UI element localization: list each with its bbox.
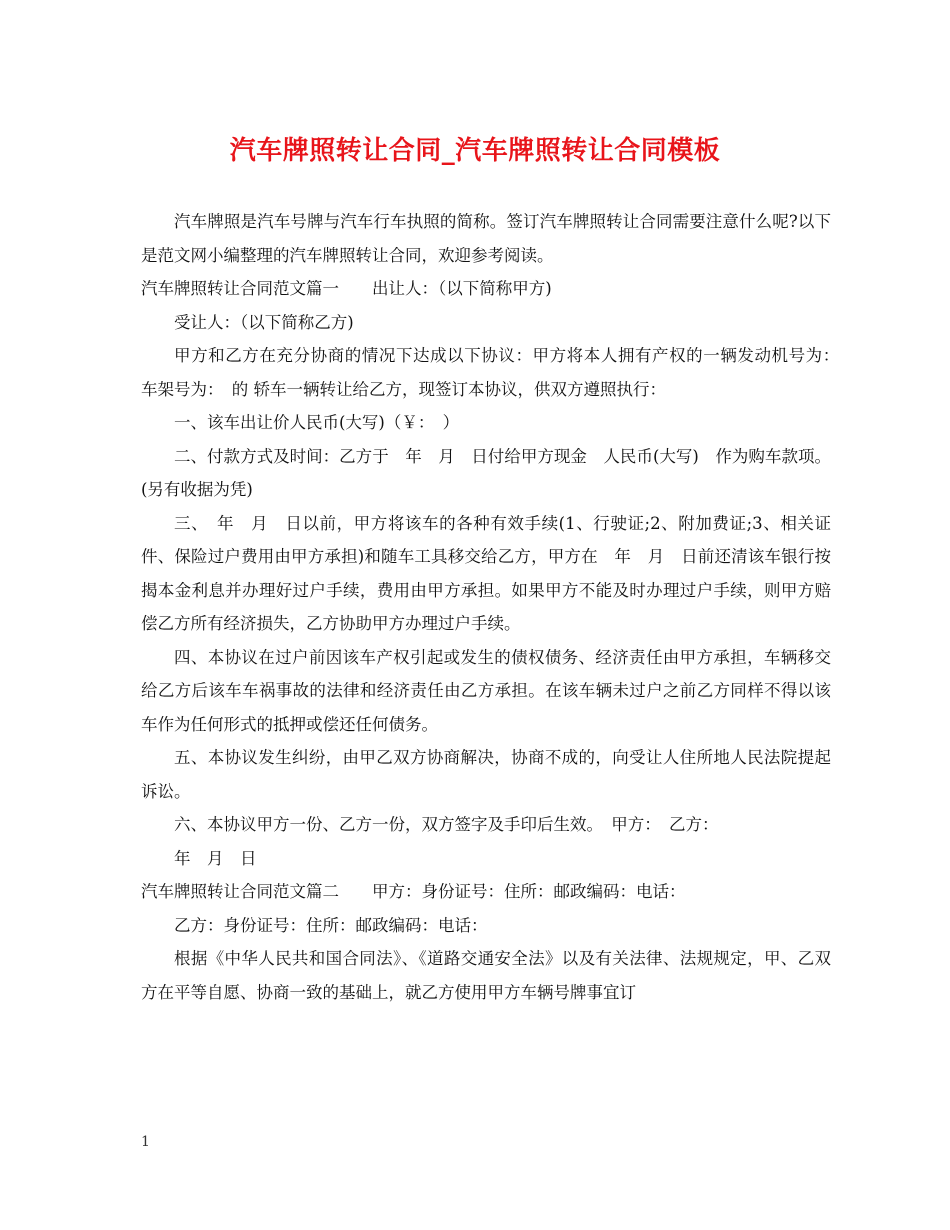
page-number: 1 xyxy=(141,1134,150,1150)
paragraph-clause-4: 四、本协议在过户前因该车产权引起或发生的债权债务、经济责任由甲方承担，车辆移交给乙方后该车车祸事故的法律和经济责任由乙方承担。在该车辆未过户之前乙方同样不得以该车作为任何形式的抵押或偿还任何债务。 xyxy=(141,647,831,734)
paragraph-legal-basis: 根据《中华人民共和国合同法》、《道路交通安全法》以及有关法律、法规规定，甲、乙双方在平等自愿、协商一致的基础上，就乙方使用甲方车辆号牌事宜订 xyxy=(141,949,831,1002)
paragraph-date: 年 月 日 xyxy=(174,848,257,868)
paragraph-clause-6: 六、本协议甲方一份、乙方一份，双方签字及手印后生效。 甲方： 乙方： xyxy=(174,815,719,834)
paragraph-transferee: 受让人：（以下简称乙方) xyxy=(174,312,354,332)
paragraph-clause-3: 三、 年 月 日以前，甲方将该车的各种有效手续(1、行驶证;2、附加费证;3、相关证件、保险过户费用由甲方承担)和随车工具移交给乙方，甲方在 年 月 日前还清该车银行按揭本金利息并办理好过户手续，费用由甲方承担。如果甲方不能及时办理过户手续，则甲方赔偿乙方所有经济损失，乙方协助甲方办理过户手续。 xyxy=(141,513,831,633)
paragraph-party-b: 乙方：身份证号：住所：邮政编码：电话： xyxy=(174,915,488,935)
paragraph-intro: 汽车牌照是汽车号牌与汽车行车执照的简称。签订汽车牌照转让合同需要注意什么呢?以下是范文网小编整理的汽车牌照转让合同，欢迎参考阅读。 xyxy=(141,212,831,265)
paragraph-clause-1: 一、该车出让价人民币(大写)（￥： ） xyxy=(174,413,460,432)
paragraph-section-two-heading: 汽车牌照转让合同范文篇二 甲方：身份证号：住所：邮政编码：电话： xyxy=(141,882,686,901)
paragraph-section-one-heading: 汽车牌照转让合同范文篇一 出让人：（以下简称甲方) xyxy=(141,279,552,298)
paragraph-clause-2: 二、付款方式及时间：乙方于 年 月 日付给甲方现金 人民币(大写) 作为购车款项。(另有收据为凭) xyxy=(141,446,831,499)
document-body xyxy=(141,205,848,1009)
paragraph-clause-5: 五、本协议发生纠纷，由甲乙双方协商解决，协商不成的，向受让人住所地人民法院提起诉讼。 xyxy=(141,748,831,801)
paragraph-agreement: 甲方和乙方在充分协商的情况下达成以下协议：甲方将本人拥有产权的一辆发动机号为： 车架号为： 的 轿车一辆转让给乙方，现签订本协议，供双方遵照执行： xyxy=(141,346,848,399)
document-title: 汽车牌照转让合同_汽车牌照转让合同模板 xyxy=(229,136,721,166)
